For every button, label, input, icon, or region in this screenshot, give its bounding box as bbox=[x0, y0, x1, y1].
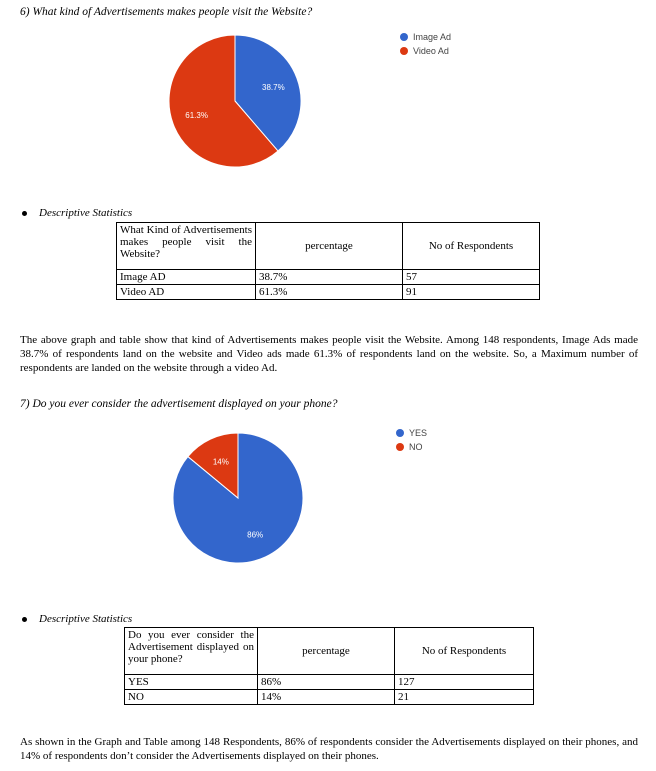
paragraph-6: The above graph and table show that kind of Advertisements makes people visit the Website. Among 148 respondents, Image Ads made 38.7% of respondents land on the website and Video ads made 61.3% of respondents land on the website. So, a Maximum number of respondents are landed on the website through a video Ad. bbox=[20, 334, 638, 374]
legend-consider-ad bbox=[396, 426, 427, 454]
table-cell: 14% bbox=[258, 690, 395, 705]
legend-item-image-ad bbox=[400, 30, 451, 44]
legend-item-no bbox=[396, 440, 427, 454]
legend-ad-type bbox=[400, 30, 451, 58]
table-header-cell: No of Respondents bbox=[395, 628, 534, 675]
table-header-cell: percentage bbox=[258, 628, 395, 675]
table-header-row bbox=[117, 223, 540, 270]
table-cell: 57 bbox=[403, 270, 540, 285]
stats-table-7 bbox=[124, 627, 534, 705]
table-header-cell: Do you ever consider the Advertisement displayed on your phone? bbox=[125, 628, 258, 675]
table-header-cell: What Kind of Advertisements makes people visit the Website? bbox=[117, 223, 256, 270]
table-header-row bbox=[125, 628, 534, 675]
paragraph-7: As shown in the Graph and Table among 148 Respondents, 86% of respondents consider the Advertisements displayed on their phones, and 14% of respondents don’t consider the Advertisements displayed on their phones. bbox=[20, 736, 638, 762]
table-cell: Image AD bbox=[117, 270, 256, 285]
table-cell: 61.3% bbox=[256, 285, 403, 300]
legend-swatch-blue bbox=[400, 33, 408, 41]
descriptive-statistics-heading-7 bbox=[22, 613, 132, 625]
table-cell: 86% bbox=[258, 675, 395, 690]
pie-slice-label: 61.3% bbox=[185, 111, 208, 121]
table-row bbox=[117, 270, 540, 285]
table-cell: YES bbox=[125, 675, 258, 690]
table-row bbox=[125, 690, 534, 705]
legend-swatch-red bbox=[400, 47, 408, 55]
table-row bbox=[125, 675, 534, 690]
table-cell: 91 bbox=[403, 285, 540, 300]
table-cell: 127 bbox=[395, 675, 534, 690]
pie-slice-label: 14% bbox=[212, 457, 229, 467]
bullet-icon bbox=[22, 617, 27, 622]
legend-label: YES bbox=[409, 428, 428, 438]
legend-label: Video Ad bbox=[413, 46, 449, 56]
legend-item-video-ad bbox=[400, 44, 451, 58]
table-row bbox=[117, 285, 540, 300]
legend-label: NO bbox=[409, 442, 423, 452]
pie-chart-ad-type bbox=[160, 28, 310, 178]
table-cell: Video AD bbox=[117, 285, 256, 300]
legend-item-yes bbox=[396, 426, 427, 440]
question-6: 6) What kind of Advertisements makes people visit the Website? bbox=[20, 6, 313, 18]
bullet-icon bbox=[22, 211, 27, 216]
legend-swatch-red bbox=[396, 443, 404, 451]
legend-swatch-blue bbox=[396, 429, 404, 437]
descriptive-statistics-label: Descriptive Statistics bbox=[39, 613, 133, 625]
descriptive-statistics-label: Descriptive Statistics bbox=[39, 207, 133, 219]
pie-slice-label: 38.7% bbox=[262, 82, 285, 92]
descriptive-statistics-heading-6 bbox=[22, 207, 132, 219]
table-cell: 21 bbox=[395, 690, 534, 705]
pie-chart-consider-ad bbox=[160, 420, 316, 576]
table-cell: NO bbox=[125, 690, 258, 705]
stats-table-6 bbox=[116, 222, 540, 300]
question-7: 7) Do you ever consider the advertisement displayed on your phone? bbox=[20, 398, 338, 410]
table-cell: 38.7% bbox=[256, 270, 403, 285]
legend-label: Image Ad bbox=[413, 32, 452, 42]
table-header-cell: No of Respondents bbox=[403, 223, 540, 270]
pie-slice-label: 86% bbox=[247, 530, 264, 540]
table-header-cell: percentage bbox=[256, 223, 403, 270]
